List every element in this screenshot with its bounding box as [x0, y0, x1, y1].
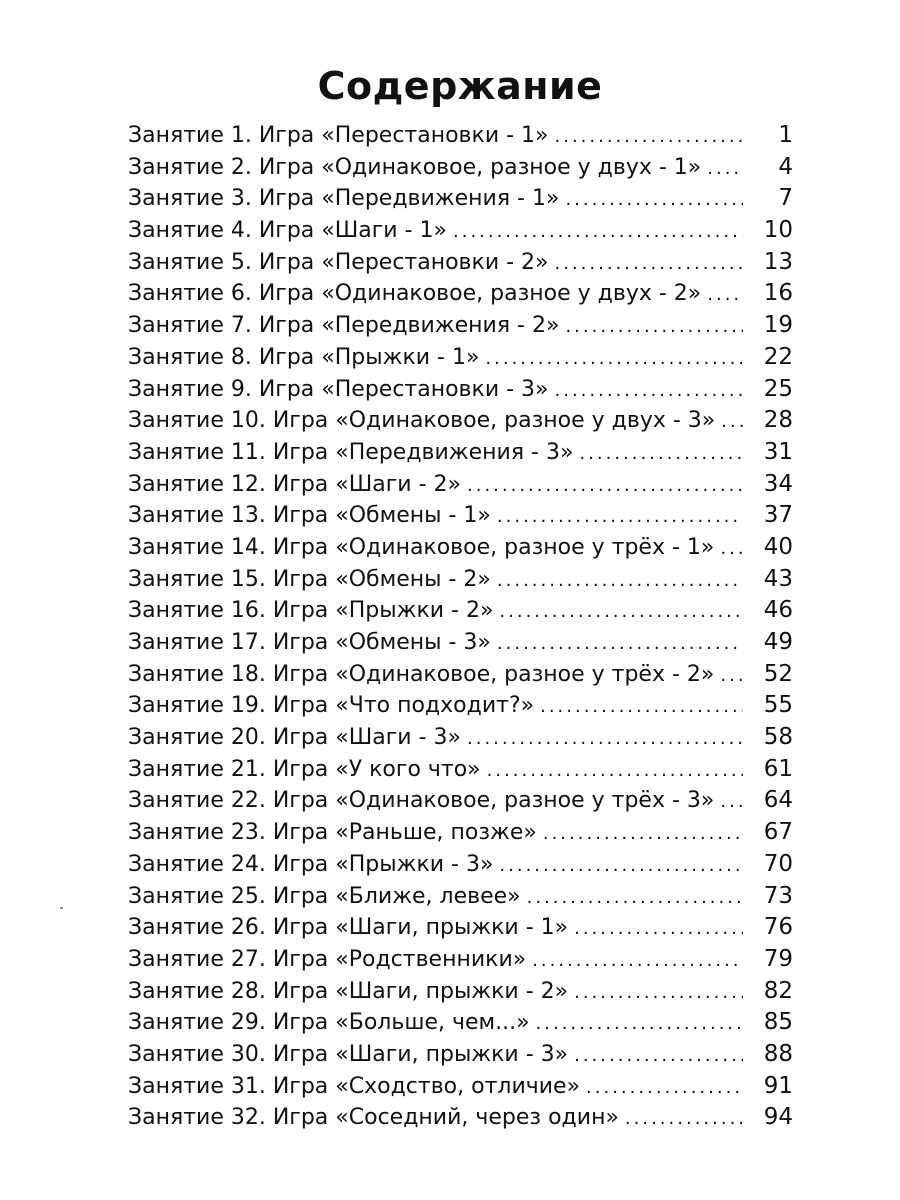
toc-entry-title: Занятие 4. Игра «Шаги - 1» [128, 218, 447, 244]
toc-entry-title: Занятие 7. Игра «Передвижения - 2» [128, 313, 560, 339]
toc-entry-title: Занятие 25. Игра «Ближе, левее» [128, 883, 521, 909]
dot-leader [574, 977, 743, 1009]
toc-entry-title: Занятие 13. Игра «Обмены - 1» [128, 503, 491, 529]
toc-entry-title: Занятие 21. Игра «У кого что» [128, 756, 481, 782]
toc-entry [128, 278, 793, 310]
toc-entry [128, 152, 793, 184]
toc-entry-page-number: 82 [763, 977, 793, 1004]
toc-entry-page-number: 85 [763, 1009, 793, 1036]
toc-entry [128, 1102, 793, 1134]
toc-entry-page-number: 70 [763, 850, 793, 877]
toc-entry [128, 183, 793, 215]
toc-entry [128, 564, 793, 596]
dot-leader [540, 691, 743, 723]
toc-entry [128, 912, 793, 944]
toc-entry-page-number: 76 [763, 914, 793, 941]
toc-entry-page-number: 7 [778, 185, 793, 212]
toc-entry-page-number: 37 [763, 502, 793, 529]
dot-leader [707, 279, 743, 311]
toc-entry-title: Занятие 28. Игра «Шаги, прыжки - 2» [128, 978, 569, 1004]
toc-entry-title: Занятие 20. Игра «Шаги - 3» [128, 725, 461, 751]
toc-entry-title: Занятие 19. Игра «Что подходит?» [128, 693, 535, 719]
toc-entry [128, 532, 793, 564]
toc-entry-page-number: 13 [763, 248, 793, 275]
toc-entry-title: Занятие 18. Игра «Одинаковое, разное у трёх - 2» [128, 661, 715, 687]
toc-entry-page-number: 61 [763, 755, 793, 782]
toc-entry [128, 722, 793, 754]
dot-leader [499, 850, 743, 882]
toc-entry-title: Занятие 3. Игра «Передвижения - 1» [128, 186, 560, 212]
toc-entry-title: Занятие 8. Игра «Прыжки - 1» [128, 344, 480, 370]
toc-entry [128, 1071, 793, 1103]
dot-leader [707, 153, 743, 185]
toc-entry [128, 437, 793, 469]
toc-entry [128, 342, 793, 374]
dot-leader [579, 438, 743, 470]
toc-entry-title: Занятие 2. Игра «Одинаковое, разное у двух - 1» [128, 154, 702, 180]
toc-entry-page-number: 46 [763, 597, 793, 624]
dot-leader [555, 248, 744, 280]
dot-leader [467, 470, 743, 502]
dot-leader [565, 311, 743, 343]
toc-entry [128, 659, 793, 691]
dot-leader [586, 1072, 743, 1104]
toc-entry-title: Занятие 23. Игра «Раньше, позже» [128, 820, 537, 846]
dot-leader [499, 596, 743, 628]
toc-entry [128, 627, 793, 659]
dot-leader [574, 1040, 743, 1072]
toc-entry-title: Занятие 32. Игра «Соседний, через один» [128, 1105, 619, 1131]
dot-leader [574, 913, 743, 945]
toc-entry-page-number: 88 [763, 1040, 793, 1067]
dot-leader [497, 501, 743, 533]
toc-entry-page-number: 34 [763, 470, 793, 497]
toc-entry-page-number: 52 [763, 660, 793, 687]
toc-entry-title: Занятие 16. Игра «Прыжки - 2» [128, 598, 494, 624]
toc-entry [128, 215, 793, 247]
dot-leader [720, 533, 743, 565]
dot-leader [467, 723, 743, 755]
toc-entry-page-number: 28 [763, 407, 793, 434]
toc-entry [128, 690, 793, 722]
toc-entry-title: Занятие 12. Игра «Шаги - 2» [128, 471, 461, 497]
toc-entry-page-number: 25 [763, 375, 793, 402]
toc-entry [128, 595, 793, 627]
dot-leader [565, 184, 743, 216]
toc-entry-title: Занятие 14. Игра «Одинаковое, разное у трёх - 1» [128, 534, 715, 560]
dot-leader [625, 1103, 743, 1135]
toc-entry-title: Занятие 26. Игра «Шаги, прыжки - 1» [128, 915, 569, 941]
toc-entry-page-number: 40 [763, 533, 793, 560]
table-of-contents [128, 120, 793, 1134]
toc-entry-page-number: 10 [763, 217, 793, 244]
toc-entry-title: Занятие 10. Игра «Одинаковое, разное у двух - 3» [128, 408, 716, 434]
toc-entry-title: Занятие 24. Игра «Прыжки - 3» [128, 851, 494, 877]
toc-entry-page-number: 1 [778, 122, 793, 148]
toc-entry-title: Занятие 31. Игра «Сходство, отличие» [128, 1073, 581, 1099]
toc-entry-title: Занятие 30. Игра «Шаги, прыжки - 3» [128, 1041, 569, 1067]
toc-entry [128, 881, 793, 913]
scan-speck [60, 907, 63, 909]
toc-entry [128, 500, 793, 532]
dot-leader [555, 121, 744, 153]
toc-entry-page-number: 58 [763, 724, 793, 751]
dot-leader [485, 343, 743, 375]
toc-entry [128, 1007, 793, 1039]
toc-entry-title: Занятие 15. Игра «Обмены - 2» [128, 566, 491, 592]
toc-entry [128, 405, 793, 437]
toc-entry-page-number: 55 [763, 692, 793, 719]
dot-leader [497, 628, 743, 660]
toc-entry-title: Занятие 5. Игра «Перестановки - 2» [128, 249, 549, 275]
toc-entry [128, 374, 793, 406]
toc-entry-title: Занятие 17. Игра «Обмены - 3» [128, 630, 491, 655]
toc-entry-title: Занятие 22. Игра «Одинаковое, разное у трёх - 3» [128, 788, 715, 814]
toc-entry-page-number: 31 [763, 438, 793, 465]
toc-entry-title: Занятие 9. Игра «Перестановки - 3» [128, 376, 549, 402]
toc-entry-page-number: 79 [763, 945, 793, 972]
toc-entry [128, 944, 793, 976]
toc-entry-title: Занятие 27. Игра «Родственники» [128, 946, 527, 972]
toc-entry-page-number: 19 [763, 312, 793, 339]
toc-entry-page-number: 49 [763, 629, 793, 655]
toc-entry-title: Занятие 1. Игра «Перестановки - 1» [128, 123, 549, 148]
toc-entry-page-number: 22 [763, 343, 793, 370]
dot-leader [453, 216, 743, 248]
dot-leader [721, 406, 743, 438]
toc-entry-title: Занятие 6. Игра «Одинаковое, разное у двух - 2» [128, 281, 702, 307]
dot-leader [487, 755, 743, 787]
toc-entry [128, 817, 793, 849]
toc-entry [128, 120, 793, 152]
toc-entry [128, 849, 793, 881]
toc-entry-page-number: 43 [763, 565, 793, 592]
toc-entry-page-number: 91 [763, 1072, 793, 1099]
toc-entry [128, 976, 793, 1008]
toc-entry-page-number: 73 [763, 882, 793, 909]
dot-leader [527, 882, 743, 914]
dot-leader [720, 786, 743, 818]
toc-entry-page-number: 94 [763, 1104, 793, 1131]
toc-entry-page-number: 16 [763, 280, 793, 307]
toc-entry-page-number: 4 [778, 153, 793, 180]
page-title: Содержание [317, 64, 603, 108]
dot-leader [532, 945, 743, 977]
dot-leader [720, 660, 743, 692]
toc-entry-page-number: 64 [763, 787, 793, 814]
dot-leader [555, 375, 744, 407]
toc-entry [128, 469, 793, 501]
toc-entry [128, 310, 793, 342]
toc-entry [128, 247, 793, 279]
dot-leader [543, 818, 743, 850]
dot-leader [497, 565, 743, 597]
toc-entry-title: Занятие 11. Игра «Передвижения - 3» [128, 439, 574, 465]
toc-entry-page-number: 67 [763, 819, 793, 846]
dot-leader [536, 1008, 743, 1040]
toc-entry-title: Занятие 29. Игра «Больше, чем...» [128, 1010, 530, 1036]
toc-entry [128, 754, 793, 786]
toc-entry [128, 785, 793, 817]
toc-entry [128, 1039, 793, 1071]
